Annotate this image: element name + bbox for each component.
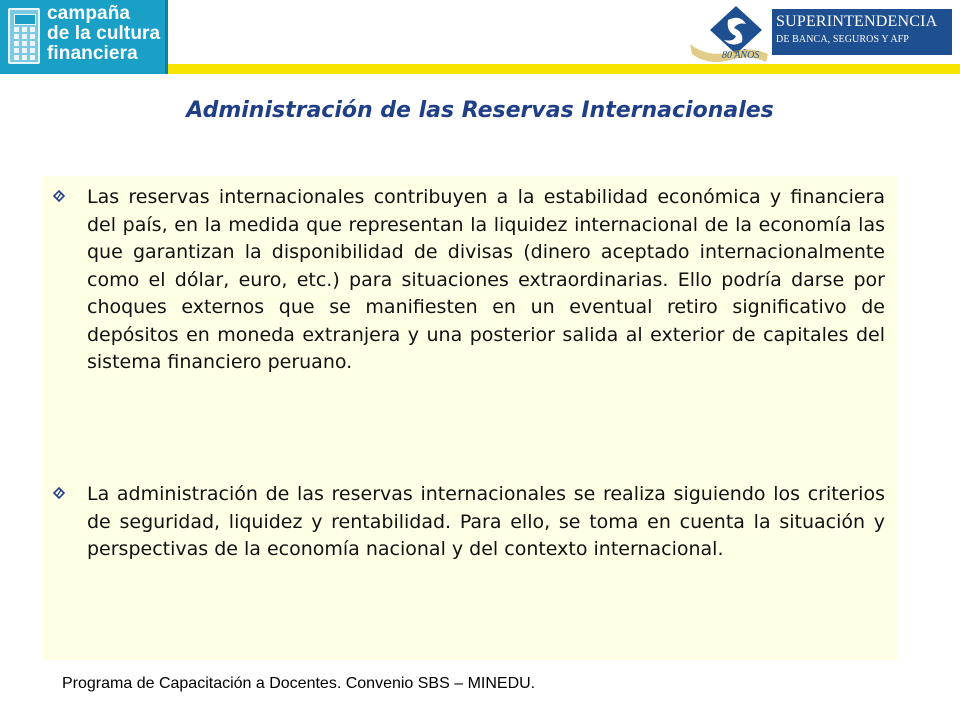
bullet-text: Las reservas internacionales contribuyen a la estabilidad económica y financiera del país, en la medida que representan la liquidez internacional de la economía las que garantizan la disponibilidad de divisas (dinero aceptado internacionalmente como el dólar, euro, etc.) para situaciones extraordinarias. Ello podría darse por choques externos que se manifiesten en un eventual retiro significativo de depósitos en moneda extranjera y una posterior salida al exterior de capitales del sistema financiero peruano. (87, 186, 885, 373)
bullet-text: La administración de las reservas internacionales se realiza siguiendo los criterios de seguridad, liquidez y rentabilidad. Para ello, se toma en cuenta la situación y perspectivas de la economía nacional y del contexto internacional. (87, 483, 885, 560)
campaign-logo-line: financiera (47, 43, 138, 64)
sbs-logo (688, 2, 958, 64)
diamond-bullet-icon (52, 190, 66, 204)
calculator-icon (8, 8, 40, 64)
page-title: Administración de las Reservas Internacionales (186, 98, 774, 123)
sbs-name: SUPERINTENDENCIA (776, 13, 938, 30)
header-accent-stripe (168, 64, 960, 74)
sbs-name-box (772, 9, 952, 55)
sbs-emblem-icon (688, 2, 772, 64)
campaign-logo-line: de la cultura (47, 23, 161, 44)
campaign-logo (0, 0, 168, 74)
sbs-subtitle: DE BANCA, SEGUROS Y AFP (776, 34, 909, 45)
campaign-logo-line: campaña (47, 3, 131, 24)
campaign-logo-text (47, 4, 165, 64)
content-panel (42, 176, 897, 660)
footer-text: Programa de Capacitación a Docentes. Convenio SBS – MINEDU. (62, 675, 536, 692)
sbs-anniversary-label: 80 AÑOS (722, 50, 760, 61)
diamond-bullet-icon (52, 487, 66, 501)
